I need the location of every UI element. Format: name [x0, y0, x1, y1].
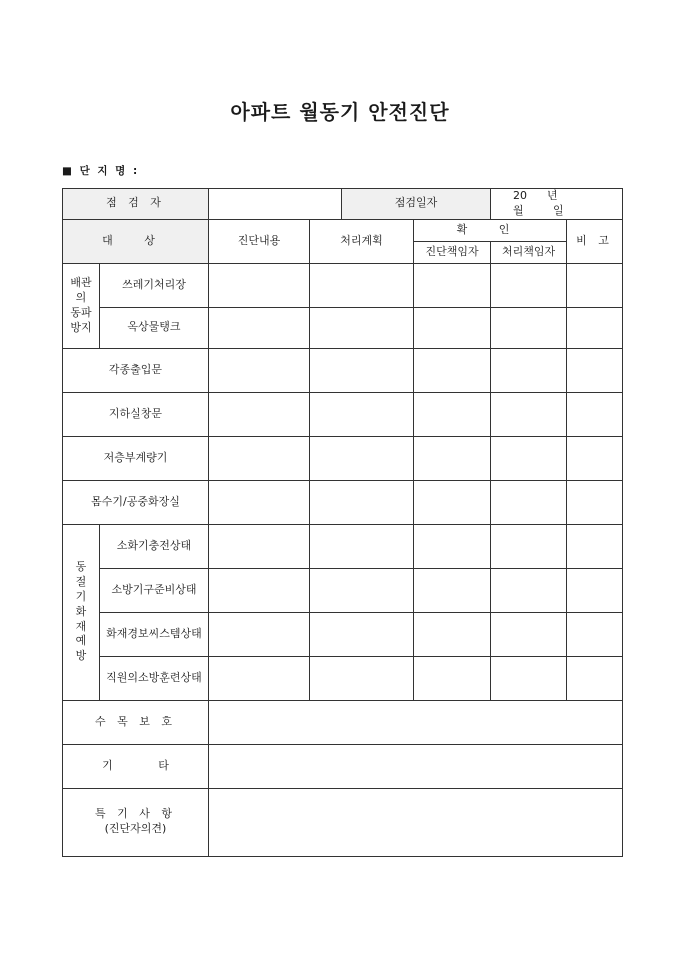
- row-others: 기 타: [63, 744, 209, 788]
- cell-plan[interactable]: [310, 263, 414, 307]
- row-special-notes: 특 기 사 항 (진단자의견): [63, 788, 209, 856]
- content-header: 진단내용: [209, 219, 310, 263]
- cell-plan[interactable]: [310, 568, 414, 612]
- table-row: [63, 436, 623, 480]
- cell-proc[interactable]: [491, 480, 567, 524]
- group-winter-fire: 동 절 기 화 재 예 방: [63, 524, 100, 700]
- cell-diag[interactable]: [414, 392, 491, 436]
- site-name-label: ■ 단 지 명 :: [62, 165, 140, 177]
- cell-diag[interactable]: [414, 348, 491, 392]
- cell-remarks[interactable]: [567, 612, 623, 656]
- cell-content[interactable]: [209, 392, 310, 436]
- cell-content[interactable]: [209, 307, 310, 348]
- cell-diag[interactable]: [414, 263, 491, 307]
- cell-proc[interactable]: [491, 348, 567, 392]
- cell-plan[interactable]: [310, 524, 414, 568]
- table-row: [63, 392, 623, 436]
- cell-content[interactable]: [209, 524, 310, 568]
- cell-proc[interactable]: [491, 263, 567, 307]
- date-month-unit: 월: [513, 203, 524, 217]
- document-title: 아파트 월동기 안전진단: [230, 100, 450, 124]
- cell-remarks[interactable]: [567, 436, 623, 480]
- cell-proc[interactable]: [491, 612, 567, 656]
- cell-proc[interactable]: [491, 568, 567, 612]
- row-tree-protection: 수 목 보 호: [63, 700, 209, 744]
- cell-plan[interactable]: [310, 436, 414, 480]
- row-extinguisher-charge: 소화기충전상태: [100, 524, 209, 568]
- row-fire-equipment: 소방기구준비상태: [100, 568, 209, 612]
- date-day-unit: 일: [553, 203, 564, 217]
- row-reservoir-gauge: 저층부계량기: [63, 436, 209, 480]
- cell-plan[interactable]: [310, 307, 414, 348]
- cell-remarks[interactable]: [567, 348, 623, 392]
- cell-proc[interactable]: [491, 392, 567, 436]
- special-notes-field[interactable]: [209, 788, 623, 856]
- cell-content[interactable]: [209, 656, 310, 700]
- inspector-value-field[interactable]: [209, 189, 342, 220]
- cell-diag[interactable]: [414, 524, 491, 568]
- table-row: [63, 612, 623, 656]
- cell-content[interactable]: [209, 263, 310, 307]
- inspection-form-table: [62, 188, 623, 857]
- confirm-header: 확 인: [414, 219, 567, 241]
- remarks-header: 비 고: [567, 219, 623, 263]
- cell-diag[interactable]: [414, 436, 491, 480]
- cell-plan[interactable]: [310, 480, 414, 524]
- row-water-room-toilet: 몸수기/공중화장실: [63, 480, 209, 524]
- cell-diag[interactable]: [414, 307, 491, 348]
- cell-content[interactable]: [209, 436, 310, 480]
- target-header: 대 상: [63, 219, 209, 263]
- row-fire-alarm-system: 화재경보씨스템상태: [100, 612, 209, 656]
- cell-content[interactable]: [209, 480, 310, 524]
- cell-remarks[interactable]: [567, 568, 623, 612]
- cell-remarks[interactable]: [567, 656, 623, 700]
- cell-plan[interactable]: [310, 656, 414, 700]
- table-row: [63, 307, 623, 348]
- cell-remarks[interactable]: [567, 480, 623, 524]
- cell-diag[interactable]: [414, 612, 491, 656]
- confirm-proc-header: 처리책임자: [491, 241, 567, 263]
- table-row: [63, 788, 623, 856]
- cell-proc[interactable]: [491, 656, 567, 700]
- cell-content[interactable]: [209, 568, 310, 612]
- cell-plan[interactable]: [310, 348, 414, 392]
- cell-proc[interactable]: [491, 307, 567, 348]
- inspection-date-field[interactable]: [491, 189, 623, 220]
- table-row: [63, 656, 623, 700]
- row-staff-fire-training: 직원의소방훈련상태: [100, 656, 209, 700]
- table-row: [63, 480, 623, 524]
- row-roof-tank: 옥상물탱크: [100, 307, 209, 348]
- tree-protection-field[interactable]: [209, 700, 623, 744]
- cell-remarks[interactable]: [567, 392, 623, 436]
- inspector-row: [63, 189, 623, 220]
- table-row: [63, 744, 623, 788]
- cell-diag[interactable]: [414, 656, 491, 700]
- date-year: 20: [513, 189, 528, 202]
- confirm-diag-header: 진단책임자: [414, 241, 491, 263]
- table-row: [63, 568, 623, 612]
- others-field[interactable]: [209, 744, 623, 788]
- cell-diag[interactable]: [414, 480, 491, 524]
- cell-remarks[interactable]: [567, 524, 623, 568]
- cell-remarks[interactable]: [567, 307, 623, 348]
- date-year-unit: 년: [547, 189, 558, 202]
- cell-plan[interactable]: [310, 612, 414, 656]
- cell-proc[interactable]: [491, 524, 567, 568]
- cell-content[interactable]: [209, 348, 310, 392]
- cell-plan[interactable]: [310, 392, 414, 436]
- inspection-date-label: 점검일자: [342, 189, 491, 220]
- table-row: [63, 348, 623, 392]
- row-entrance-doors: 각종출입문: [63, 348, 209, 392]
- table-row: [63, 263, 623, 307]
- cell-remarks[interactable]: [567, 263, 623, 307]
- inspector-label: 점 검 자: [63, 189, 209, 220]
- table-row: [63, 700, 623, 744]
- row-trash-room: 쓰레기처리장: [100, 263, 209, 307]
- table-row: [63, 524, 623, 568]
- cell-content[interactable]: [209, 612, 310, 656]
- row-basement-windows: 지하실창문: [63, 392, 209, 436]
- cell-proc[interactable]: [491, 436, 567, 480]
- group-pipe-freeze: 배관 의 동파 방지: [63, 263, 100, 348]
- column-header-row: [63, 219, 623, 241]
- plan-header: 처리계획: [310, 219, 414, 263]
- cell-diag[interactable]: [414, 568, 491, 612]
